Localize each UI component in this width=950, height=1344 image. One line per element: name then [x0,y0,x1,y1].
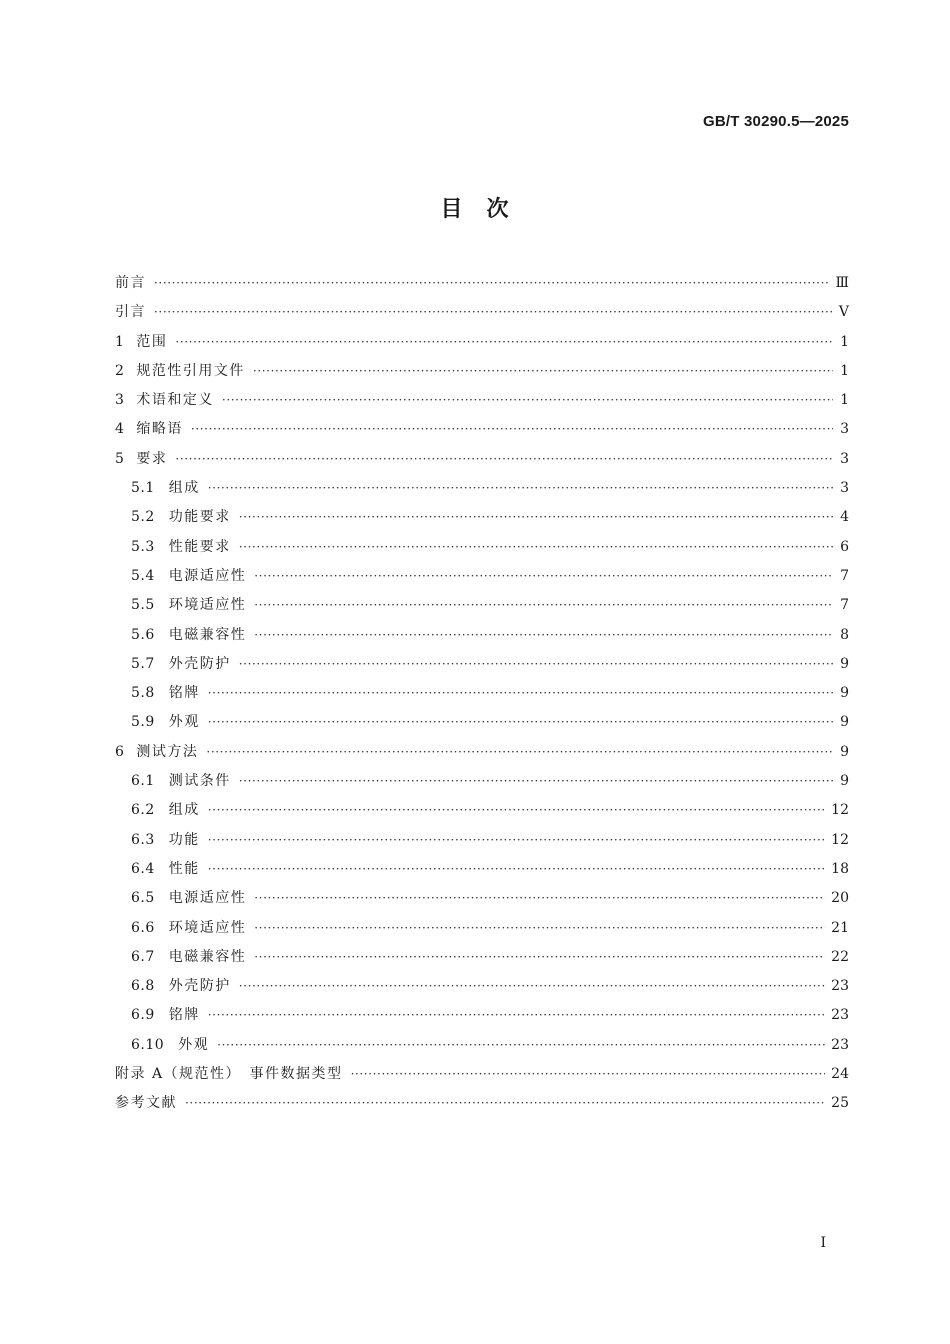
toc-entry[interactable] [115,1031,849,1060]
toc-entry-label: 术语和定义 [136,392,214,409]
toc-entry-page: 21 [831,919,849,936]
toc-entry[interactable] [115,855,849,884]
toc-dot-leader [175,328,833,357]
toc-entry[interactable] [115,269,849,298]
toc-entry[interactable] [115,474,849,503]
toc-entry-label: 电源适应性 [168,890,247,907]
toc-entry-number: 5.1 [131,480,155,497]
toc-entry-page: 12 [831,802,849,819]
toc-entry-label: 外观 [178,1036,210,1053]
toc-entry-number: 5.2 [131,509,155,526]
toc-entry[interactable] [115,1060,849,1089]
toc-dot-leader [208,679,833,708]
toc-entry-number: 5 [115,450,125,467]
toc-entry[interactable] [115,796,849,825]
toc-entry-page: 9 [840,655,849,672]
toc-entry-page: 12 [831,831,849,848]
toc-dot-leader [254,621,833,650]
toc-entry-label: 外壳防护 [168,655,231,672]
toc-entry[interactable] [115,767,849,796]
toc-entry-number: 4 [115,421,125,438]
toc-entry-page: 7 [840,597,849,614]
toc-dot-leader [208,708,833,737]
toc-entry-label: 外壳防护 [168,978,231,995]
toc-dot-leader [254,591,833,620]
toc-entry-label: 组成 [168,480,200,497]
toc-dot-leader [254,943,825,972]
toc-entry-page: 9 [840,714,849,731]
toc-entry-number: 1 [115,333,125,350]
toc-entry[interactable] [115,298,849,327]
toc-dot-leader [208,796,825,825]
toc-entry-page: 24 [831,1066,849,1083]
toc-dot-leader [254,914,825,943]
toc-entry-page: 20 [831,890,849,907]
toc-entry[interactable] [115,914,849,943]
toc-entry-page: 23 [831,1036,849,1053]
toc-entry-number: 5.5 [131,597,155,614]
toc-entry-page: 25 [831,1095,849,1112]
toc-entry-number: 5.3 [131,538,155,555]
toc-dot-leader [239,533,833,562]
toc-dot-leader [222,386,833,415]
toc-dot-leader [217,1031,825,1060]
toc-dot-leader [239,650,833,679]
toc-entry-page: 9 [840,743,849,760]
toc-entry[interactable] [115,1089,849,1118]
toc-entry-number: 5.6 [131,626,155,643]
toc-entry-label: 测试方法 [136,743,199,760]
toc-entry-label: 前言 [115,275,146,291]
toc-entry-page: 22 [831,948,849,965]
toc-entry-page: Ⅲ [835,275,849,291]
toc-entry-page: 1 [840,392,849,409]
toc-entry-label: 参考文献 [115,1095,177,1112]
toc-entry-number: 5.8 [131,685,155,702]
toc-entry[interactable] [115,357,849,386]
toc-dot-leader [254,884,825,913]
toc-entry-label: 性能要求 [168,538,231,555]
toc-dot-leader [208,474,833,503]
toc-dot-leader [154,269,829,298]
toc-entry-number: 6.10 [131,1036,165,1053]
toc-entry-number: 5.9 [131,714,155,731]
toc-entry-label: 附录 A（规范性） 事件数据类型 [115,1066,343,1083]
page-number: Ⅰ [820,1235,826,1251]
toc-entry-label: 组成 [168,802,200,819]
toc-dot-leader [185,1089,825,1118]
toc-entry-number: 6.2 [131,802,155,819]
toc-entry-page: 23 [831,1007,849,1024]
toc-entry-label: 功能要求 [168,509,231,526]
toc-dot-leader [208,855,825,884]
toc-entry[interactable] [115,415,849,444]
toc-entry-page: 7 [840,567,849,584]
toc-entry-page: Ⅴ [838,304,849,321]
toc-dot-leader [175,445,833,474]
toc-entry-page: 3 [840,450,849,467]
toc-entry-label: 功能 [168,831,200,848]
toc-entry-number: 6.8 [131,978,155,995]
toc-entry-page: 6 [840,538,849,555]
toc-entry-number: 5.4 [131,567,155,584]
toc-entry-label: 性能 [168,860,200,877]
toc-entry[interactable] [115,621,849,650]
toc-entry[interactable] [115,943,849,972]
toc-entry-number: 5.7 [131,655,155,672]
toc-entry-page: 23 [831,978,849,995]
toc-entry[interactable] [115,1001,849,1030]
toc-entry-label: 环境适应性 [168,919,247,936]
toc-entry-page: 3 [840,480,849,497]
toc-entry-page: 9 [840,773,849,790]
toc-entry-page: 9 [840,685,849,702]
page-title: 目 次 [440,197,510,222]
toc-dot-leader [154,298,833,327]
toc-entry[interactable] [115,503,849,532]
toc-dot-leader [239,503,833,532]
toc-entry-page: 3 [840,421,849,438]
toc-entry-number: 6.3 [131,831,155,848]
toc-entry[interactable] [115,386,849,415]
toc-entry-label: 范围 [136,333,168,350]
toc-entry-label: 电磁兼容性 [168,948,247,965]
toc-entry-label: 电磁兼容性 [168,626,247,643]
toc-entry-label: 引言 [115,304,146,321]
toc-entry-label: 缩略语 [136,421,183,438]
table-of-contents [115,269,849,1119]
toc-dot-leader [208,826,825,855]
toc-entry[interactable] [115,445,849,474]
toc-entry-label: 铭牌 [168,685,200,702]
toc-entry-label: 环境适应性 [168,597,247,614]
toc-entry-label: 铭牌 [168,1007,200,1024]
toc-entry[interactable] [115,972,849,1001]
toc-dot-leader [254,562,833,591]
toc-entry[interactable] [115,826,849,855]
toc-entry-number: 6.7 [131,948,155,965]
toc-dot-leader [351,1060,826,1089]
toc-entry-page: 4 [840,509,849,526]
toc-entry[interactable] [115,562,849,591]
toc-entry-label: 要求 [136,450,168,467]
toc-dot-leader [253,357,833,386]
toc-entry-number: 6.4 [131,860,155,877]
toc-dot-leader [208,1001,825,1030]
toc-entry-number: 2 [115,362,125,379]
toc-entry[interactable] [115,738,849,767]
toc-entry-number: 6.6 [131,919,155,936]
toc-entry-page: 1 [840,362,849,379]
toc-dot-leader [206,738,833,767]
toc-entry-label: 电源适应性 [168,567,247,584]
toc-entry-label: 测试条件 [168,773,231,790]
toc-entry-number: 6.5 [131,890,155,907]
toc-entry[interactable] [115,708,849,737]
toc-entry[interactable] [115,328,849,357]
toc-entry-label: 规范性引用文件 [136,362,245,379]
toc-dot-leader [239,767,833,796]
toc-entry-number: 6.1 [131,773,155,790]
toc-entry-number: 6.9 [131,1007,155,1024]
toc-entry-number: 6 [115,743,125,760]
toc-entry[interactable] [115,679,849,708]
toc-dot-leader [191,415,833,444]
toc-entry-label: 外观 [168,714,200,731]
standard-code: GB/T 30290.5—2025 [703,113,849,130]
toc-entry[interactable] [115,650,849,679]
toc-entry-page: 1 [840,333,849,350]
toc-dot-leader [239,972,825,1001]
toc-entry[interactable] [115,533,849,562]
toc-entry[interactable] [115,591,849,620]
toc-entry[interactable] [115,884,849,913]
toc-entry-page: 18 [831,860,849,877]
toc-entry-number: 3 [115,392,125,409]
toc-entry-page: 8 [840,626,849,643]
